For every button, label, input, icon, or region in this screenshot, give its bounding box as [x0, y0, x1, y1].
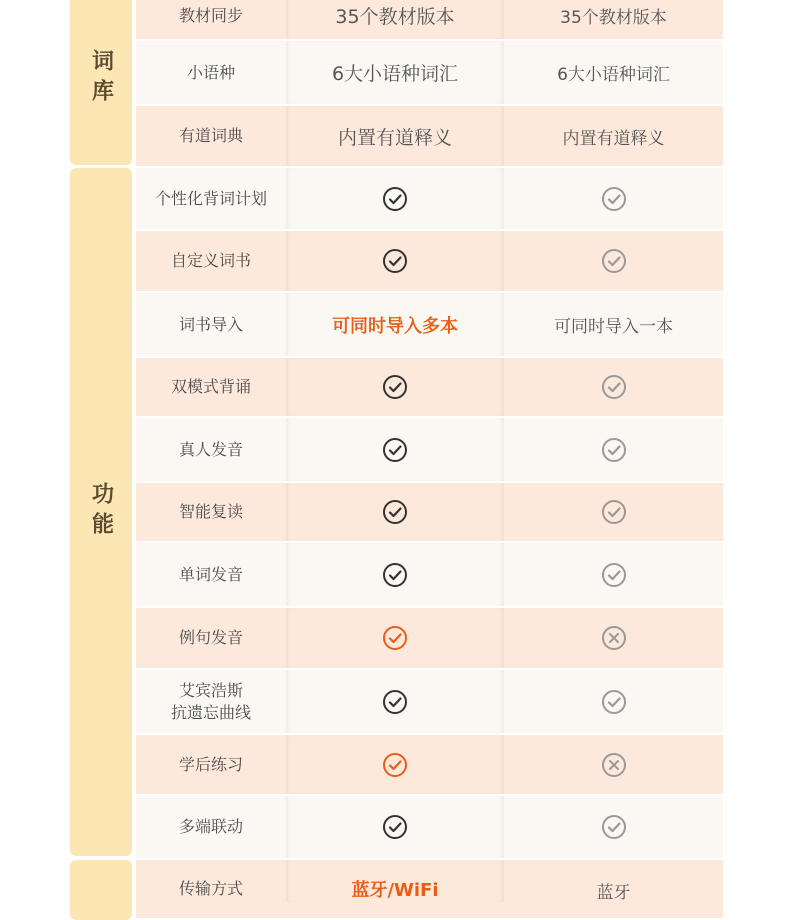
col2-status: [504, 543, 723, 606]
col2-status: [504, 231, 723, 291]
check-circle-icon: [382, 437, 408, 463]
check-circle-gray-icon: [601, 689, 627, 715]
col2-status: [504, 608, 723, 668]
check-circle-icon: [382, 248, 408, 274]
col2-status: [504, 418, 723, 481]
table-row: [136, 860, 723, 918]
x-circle-gray-icon: [601, 625, 627, 651]
check-circle-gray-icon: [601, 814, 627, 840]
col1-status: [286, 231, 504, 291]
col1-value: 蓝牙/WiFi: [286, 860, 504, 902]
feature-label: 双模式背诵: [170, 377, 251, 396]
col2-value: 6大小语种词汇: [557, 65, 670, 85]
feature-label: 真人发音: [178, 439, 243, 459]
table-row: [136, 543, 723, 606]
check-circle-orange-icon: [382, 625, 408, 651]
table-row: [136, 106, 723, 166]
check-circle-icon: [382, 814, 408, 840]
category-label-features: 功能: [88, 482, 114, 542]
table-row: [136, 0, 723, 39]
check-circle-icon: [382, 186, 408, 212]
col1-status: [286, 168, 504, 229]
check-circle-orange-icon: [382, 752, 408, 778]
feature-label: 例句发音: [178, 628, 243, 647]
check-circle-gray-icon: [601, 186, 627, 212]
table-row: [136, 41, 723, 104]
table-row: [136, 608, 723, 668]
col1-status: [286, 608, 504, 668]
feature-label: 单词发音: [178, 564, 243, 584]
check-circle-icon: [382, 562, 408, 588]
table-row: [136, 735, 723, 794]
col2-status: [504, 358, 723, 416]
col2-status: [504, 168, 723, 229]
col2-status: [504, 483, 723, 541]
feature-label: 自定义词书: [170, 251, 251, 270]
col2-status: [504, 796, 723, 858]
col1-value: 内置有道释义: [286, 106, 504, 166]
feature-label: 智能复读: [178, 502, 243, 521]
check-circle-gray-icon: [601, 499, 627, 525]
table-row: [136, 358, 723, 416]
category-next: [70, 860, 132, 920]
check-circle-icon: [382, 374, 408, 400]
table-row: [136, 231, 723, 291]
check-circle-gray-icon: [601, 374, 627, 400]
col2-value: 可同时导入一本: [554, 317, 673, 337]
col2-status: [504, 670, 723, 733]
col1-status: [286, 358, 504, 416]
col1-status: [286, 796, 504, 858]
table-row: [136, 418, 723, 481]
col2-value: 蓝牙: [596, 883, 631, 903]
check-circle-gray-icon: [601, 248, 627, 274]
feature-label: [136, 670, 286, 733]
col1-status: [286, 418, 504, 481]
feature-label: 个性化背词计划: [154, 188, 267, 208]
feature-label: 传输方式: [178, 879, 243, 898]
table-row: [136, 168, 723, 229]
check-circle-gray-icon: [601, 562, 627, 588]
feature-label-line2: 抗遗忘曲线: [170, 702, 251, 722]
feature-label: 多端联动: [178, 817, 243, 836]
category-features: [70, 168, 132, 856]
col2-status: [504, 735, 723, 794]
col1-value: 6大小语种词汇: [286, 41, 504, 104]
x-circle-gray-icon: [601, 752, 627, 778]
col1-status: [286, 483, 504, 541]
col2-value: 35个教材版本: [560, 8, 667, 28]
table-row: [136, 293, 723, 356]
table-row: [136, 670, 723, 733]
check-circle-gray-icon: [601, 437, 627, 463]
check-circle-icon: [382, 499, 408, 525]
feature-label: 小语种: [186, 62, 235, 82]
feature-label-line1: 艾宾浩斯: [178, 680, 243, 700]
feature-label: 有道词典: [178, 126, 243, 145]
feature-label: 词书导入: [178, 314, 243, 334]
category-vocab: [70, 0, 132, 165]
col1-status: [286, 670, 504, 733]
col1-value: 35个教材版本: [286, 0, 504, 39]
table-row: [136, 796, 723, 858]
col2-value: 内置有道释义: [562, 128, 665, 149]
feature-label: 学后练习: [178, 754, 243, 774]
check-circle-icon: [382, 689, 408, 715]
feature-label: 教材同步: [178, 5, 243, 25]
table-row: [136, 483, 723, 541]
col1-value: 可同时导入多本: [286, 293, 504, 356]
category-label-vocab: 词库: [88, 48, 114, 109]
col1-status: [286, 735, 504, 794]
col1-status: [286, 543, 504, 606]
